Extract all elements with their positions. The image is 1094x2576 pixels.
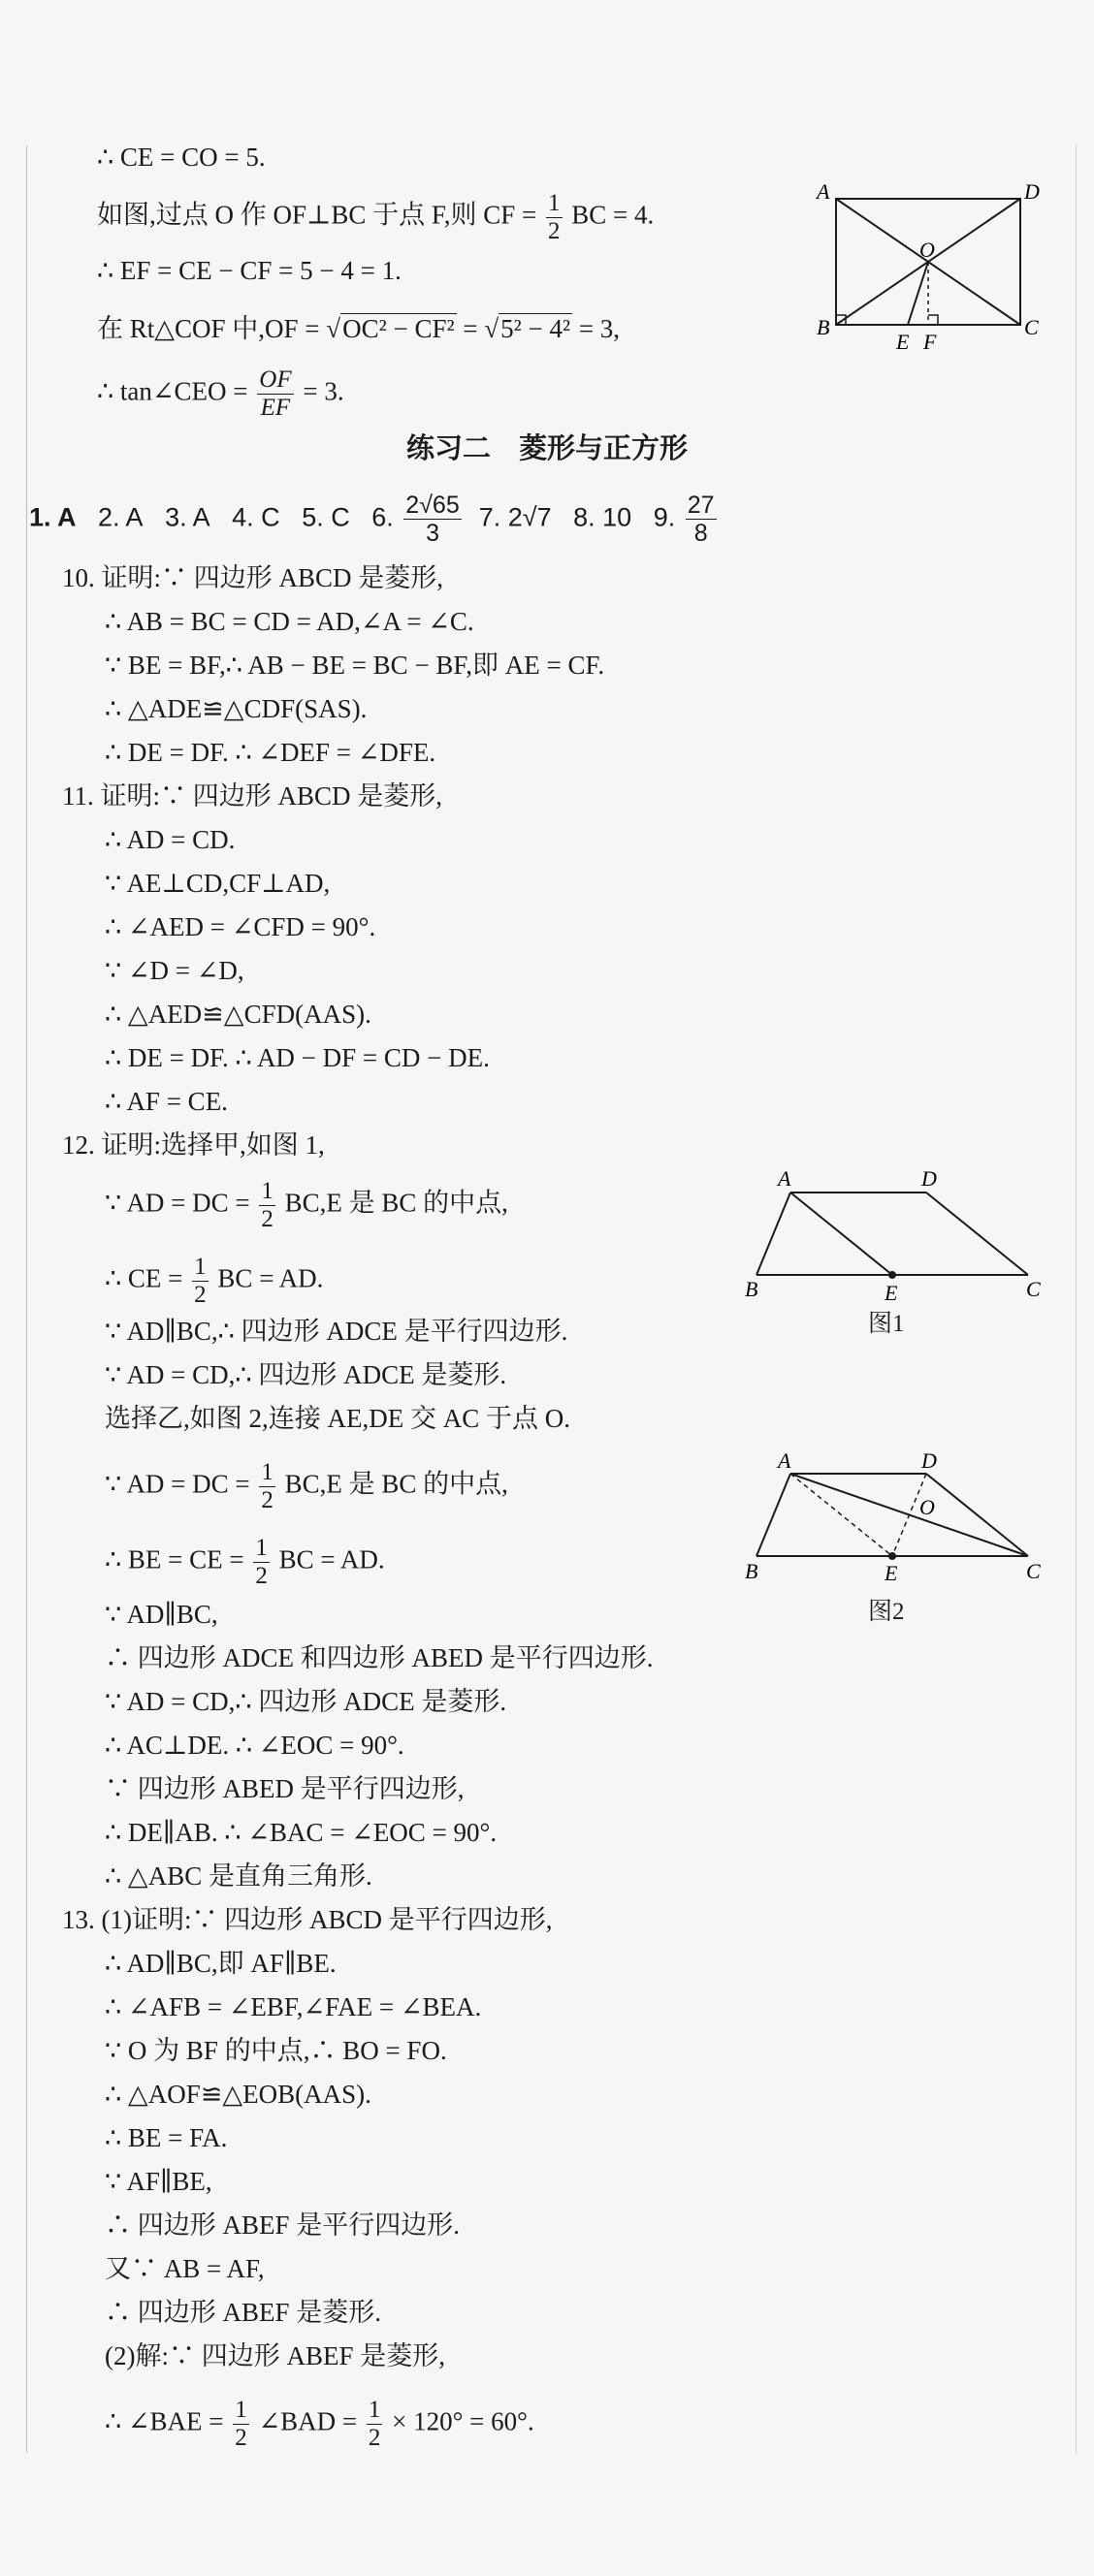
label-d: D	[1024, 179, 1040, 204]
line-ce-co: ∴ CE = CO = 5.	[97, 143, 266, 172]
q11-line-7: ∴ AF = CE.	[105, 1087, 228, 1116]
q13-line-5: ∴ BE = FA.	[105, 2123, 228, 2152]
svg-text:C: C	[1026, 1559, 1041, 1583]
q12-rest-4: ∵ 四边形 ABED 是平行四边形,	[105, 1774, 465, 1803]
svg-text:D: D	[921, 1166, 937, 1191]
label-b: B	[817, 315, 830, 339]
label-c: C	[1024, 315, 1039, 339]
q12-line-7: ∴ BE = CE = $\frac{1}{2}$ BC = AD.	[105, 1535, 385, 1589]
q13-last-line: ∴ ∠BAE = $\frac{1}{2}$ ∠BAD = $\frac{1}{2}$ × 120° = 60°.	[105, 2397, 534, 2451]
right-margin-line	[1076, 145, 1077, 2453]
line-of-perp: 如图,过点 O 作 OF⊥BC 于点 F,则 CF = $\frac{1}{2}$ BC = 4.	[97, 190, 655, 244]
q13-line-6: ∵ AF∥BE,	[105, 2167, 212, 2196]
q13-line-2: ∴ ∠AFB = ∠EBF,∠FAE = ∠BEA.	[105, 1992, 482, 2021]
q11-line-1: ∴ AD = CD.	[105, 825, 236, 854]
line-ef: ∴ EF = CE − CF = 5 − 4 = 1.	[97, 256, 402, 285]
fraction-half: $\frac{1}{2}$	[548, 190, 561, 244]
svg-text:C: C	[1026, 1277, 1041, 1301]
section-title: 练习二 菱形与正方形	[405, 433, 688, 464]
q12-rest-5: ∴ DE∥AB. ∴ ∠BAC = ∠EOC = 90°.	[105, 1818, 498, 1847]
q13-line-1: ∴ AD∥BC,即 AF∥BE.	[105, 1949, 337, 1978]
label-f: F	[923, 330, 937, 354]
answers-line: 1. A 2. A 3. A 4. C 5. C 6. $\frac{2√65}{3}$ 7. 2√7 8. 10 9. $\frac{27}{8}$	[29, 492, 715, 547]
q12-line-6: ∵ AD = DC = $\frac{1}{2}$ BC,E 是 BC 的中点,	[105, 1459, 508, 1513]
figure-2	[737, 1445, 1057, 1590]
figure-2-caption: 图2	[868, 1599, 905, 1625]
q13-line-4: ∴ △AOF≌△EOB(AAS).	[105, 2080, 371, 2109]
q13-line-10: (2)解:∵ 四边形 ABEF 是菱形,	[105, 2341, 445, 2370]
rectangle-figure	[815, 179, 1047, 354]
label-a: A	[817, 179, 830, 204]
q12-line-1: ∵ AD = DC = $\frac{1}{2}$ BC,E 是 BC 的中点,	[105, 1178, 508, 1232]
q12-line-4: ∵ AD = CD,∴ 四边形 ADCE 是菱形.	[105, 1360, 507, 1389]
q13-line-0: 13. (1)证明:∵ 四边形 ABCD 是平行四边形,	[62, 1905, 553, 1934]
svg-text:E: E	[885, 1281, 898, 1304]
line-tan: ∴ tan∠CEO = $\frac{OF}{EF}$ = 3.	[97, 366, 344, 421]
q11-line-6: ∴ DE = DF. ∴ AD − DF = CD − DE.	[105, 1043, 490, 1072]
q12-rest-3: ∴ AC⊥DE. ∴ ∠EOC = 90°.	[105, 1731, 404, 1760]
figure-1-caption: 图1	[868, 1311, 905, 1337]
q10-line-0: 10. 证明:∵ 四边形 ABCD 是菱形,	[62, 563, 444, 592]
left-margin-line	[26, 145, 27, 2453]
q13-line-3: ∵ O 为 BF 的中点,∴ BO = FO.	[105, 2036, 447, 2065]
label-e: E	[896, 330, 910, 354]
q10-line-2: ∵ BE = BF,∴ AB − BE = BC − BF,即 AE = CF.	[105, 651, 605, 680]
q11-line-3: ∴ ∠AED = ∠CFD = 90°.	[105, 912, 376, 941]
q11-line-5: ∴ △AED≌△CFD(AAS).	[105, 1000, 371, 1029]
q10-line-1: ∴ AB = BC = CD = AD,∠A = ∠C.	[105, 607, 474, 636]
svg-text:B: B	[745, 1559, 758, 1583]
svg-text:O: O	[919, 1495, 935, 1519]
q11-line-0: 11. 证明:∵ 四边形 ABCD 是菱形,	[62, 781, 443, 811]
svg-text:A: A	[778, 1448, 791, 1473]
q12-line-5: 选择乙,如图 2,连接 AE,DE 交 AC 于点 O.	[105, 1404, 570, 1433]
q10-line-4: ∴ DE = DF. ∴ ∠DEF = ∠DFE.	[105, 738, 436, 767]
q12-head: 12. 证明:选择甲,如图 1,	[62, 1130, 325, 1160]
line-rt-cof: 在 Rt△COF 中,OF = √OC² − CF² = √5² − 4² = 3,	[97, 314, 621, 343]
figure-1	[737, 1159, 1057, 1304]
q12-rest-1: ∴ 四边形 ADCE 和四边形 ABED 是平行四边形.	[105, 1643, 654, 1672]
q12-rest-2: ∵ AD = CD,∴ 四边形 ADCE 是菱形.	[105, 1687, 507, 1716]
q13-line-8: 又∵ AB = AF,	[105, 2254, 265, 2283]
svg-text:B: B	[745, 1277, 758, 1301]
q10-line-3: ∴ △ADE≌△CDF(SAS).	[105, 694, 368, 723]
svg-text:D: D	[921, 1448, 937, 1473]
q12-rest-0: ∵ AD∥BC,	[105, 1600, 218, 1629]
svg-text:A: A	[778, 1166, 791, 1191]
q12-rest-6: ∴ △ABC 是直角三角形.	[105, 1861, 372, 1891]
q12-line-3: ∵ AD∥BC,∴ 四边形 ADCE 是平行四边形.	[105, 1317, 568, 1346]
q13-line-9: ∴ 四边形 ABEF 是菱形.	[105, 2298, 382, 2327]
q13-line-7: ∴ 四边形 ABEF 是平行四边形.	[105, 2210, 461, 2240]
svg-text:E: E	[885, 1561, 898, 1585]
q11-line-4: ∵ ∠D = ∠D,	[105, 956, 244, 985]
q11-line-2: ∵ AE⊥CD,CF⊥AD,	[105, 869, 331, 898]
fraction-of-ef: $\frac{OF}{EF}$	[259, 366, 292, 421]
label-o: O	[919, 238, 935, 262]
q12-line-2: ∴ CE = $\frac{1}{2}$ BC = AD.	[105, 1254, 324, 1308]
